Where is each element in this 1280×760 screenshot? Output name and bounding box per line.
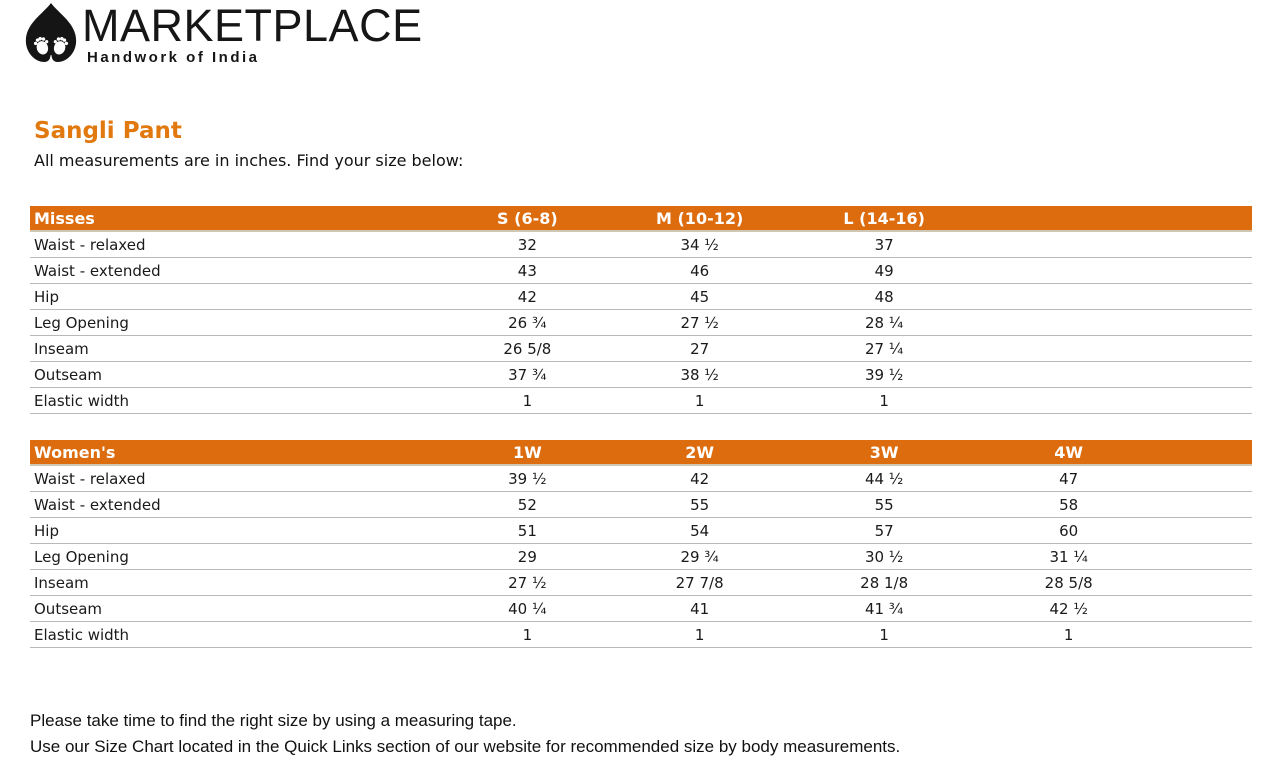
column-header: 3W [869, 442, 899, 462]
row-label: Inseam [34, 573, 89, 592]
cell-value: 1 [879, 625, 889, 644]
cell-value: 1 [694, 625, 705, 644]
page-subtitle: All measurements are in inches. Find your size below: [34, 151, 464, 171]
brand-name: MARKETPLACE [82, 0, 423, 51]
column-header: 1W [512, 442, 542, 462]
cell-value: 28 ¼ [864, 313, 904, 332]
cell-value: 32 [517, 235, 537, 254]
cell-value: 55 [690, 495, 710, 514]
cell-value: 51 [517, 521, 537, 540]
cell-value: 42 ½ [1049, 599, 1088, 618]
cell-value: 28 1/8 [860, 573, 909, 592]
table-row [30, 232, 1252, 258]
row-label: Waist - relaxed [34, 235, 146, 254]
table-row [30, 284, 1252, 310]
cell-value: 26 ¾ [508, 313, 547, 332]
table-row [30, 336, 1252, 362]
table-row [30, 362, 1252, 388]
cell-value: 27 7/8 [675, 573, 724, 592]
cell-value: 1 [1063, 625, 1074, 644]
row-label: Outseam [34, 599, 103, 618]
cell-value: 48 [874, 287, 894, 306]
page-title: Sangli Pant [34, 118, 182, 145]
cell-value: 39 ½ [864, 365, 904, 384]
cell-value: 60 [1059, 521, 1079, 540]
row-label: Waist - extended [34, 495, 161, 514]
cell-value: 27 [690, 339, 710, 358]
cell-value: 1 [522, 391, 533, 410]
row-label: Elastic width [34, 625, 130, 644]
row-label: Leg Opening [34, 313, 129, 332]
cell-value: 40 ¼ [508, 599, 547, 618]
cell-value: 29 ¾ [680, 547, 719, 566]
tables [30, 206, 1252, 648]
cell-value: 1 [879, 391, 889, 410]
cell-value: 29 [517, 547, 537, 566]
row-label: Inseam [34, 339, 89, 358]
table-row [30, 544, 1252, 570]
cell-value: 1 [522, 625, 533, 644]
cell-value: 52 [517, 495, 537, 514]
table-row [30, 310, 1252, 336]
cell-value: 46 [690, 261, 710, 280]
cell-value: 44 ½ [864, 469, 904, 488]
table-name: Misses [34, 208, 95, 228]
cell-value: 42 [690, 469, 710, 488]
brand-tagline: Handwork of India [87, 49, 260, 67]
cell-value: 49 [874, 261, 894, 280]
table-name: Women's [34, 442, 116, 462]
column-header: 4W [1054, 442, 1084, 462]
table-row [30, 388, 1252, 414]
cell-value: 41 ¾ [864, 599, 904, 618]
footer-note-1: Please take time to find the right size by using a measuring tape. [30, 711, 517, 731]
cell-value: 27 ¼ [864, 339, 904, 358]
column-header: 2W [685, 442, 715, 462]
size-table-womens [30, 440, 1252, 648]
table-header-row [30, 440, 1252, 466]
table-row [30, 622, 1252, 648]
cell-value: 31 ¼ [1049, 547, 1088, 566]
table-row [30, 596, 1252, 622]
column-header: L (14-16) [843, 208, 925, 228]
cell-value: 43 [517, 261, 537, 280]
cell-value: 47 [1059, 469, 1079, 488]
footer-note-2: Use our Size Chart located in the Quick Links section of our website for recommended size by body measurements. [30, 737, 901, 757]
cell-value: 1 [694, 391, 705, 410]
footer-notes [30, 708, 1280, 760]
size-table-misses [30, 206, 1252, 414]
cell-value: 27 ½ [680, 313, 719, 332]
table-row [30, 492, 1252, 518]
row-label: Outseam [34, 365, 103, 384]
cell-value: 57 [874, 521, 894, 540]
cell-value: 38 ½ [680, 365, 719, 384]
cell-value: 37 ¾ [508, 365, 547, 384]
table-row [30, 518, 1252, 544]
cell-value: 37 [874, 235, 894, 254]
cell-value: 39 ½ [508, 469, 547, 488]
row-label: Leg Opening [34, 547, 129, 566]
cell-value: 30 ½ [864, 547, 904, 566]
cell-value: 28 5/8 [1044, 573, 1093, 592]
column-header: S (6-8) [497, 208, 558, 228]
row-label: Hip [34, 287, 59, 306]
column-header: M (10-12) [656, 208, 744, 228]
cell-value: 27 ½ [508, 573, 547, 592]
table-row [30, 258, 1252, 284]
cell-value: 45 [690, 287, 710, 306]
cell-value: 42 [517, 287, 537, 306]
table-header-row [30, 206, 1252, 232]
brand-header [0, 0, 1280, 66]
table-row [30, 466, 1252, 492]
cell-value: 34 ½ [680, 235, 719, 254]
cell-value: 41 [690, 599, 710, 618]
row-label: Hip [34, 521, 59, 540]
table-row [30, 570, 1252, 596]
cell-value: 55 [874, 495, 894, 514]
row-label: Waist - extended [34, 261, 161, 280]
cell-value: 26 5/8 [503, 339, 552, 358]
row-label: Elastic width [34, 391, 130, 410]
brand-text [82, 2, 423, 66]
marketplace-logo-icon [22, 2, 80, 64]
row-label: Waist - relaxed [34, 469, 146, 488]
cell-value: 58 [1059, 495, 1079, 514]
cell-value: 54 [690, 521, 710, 540]
